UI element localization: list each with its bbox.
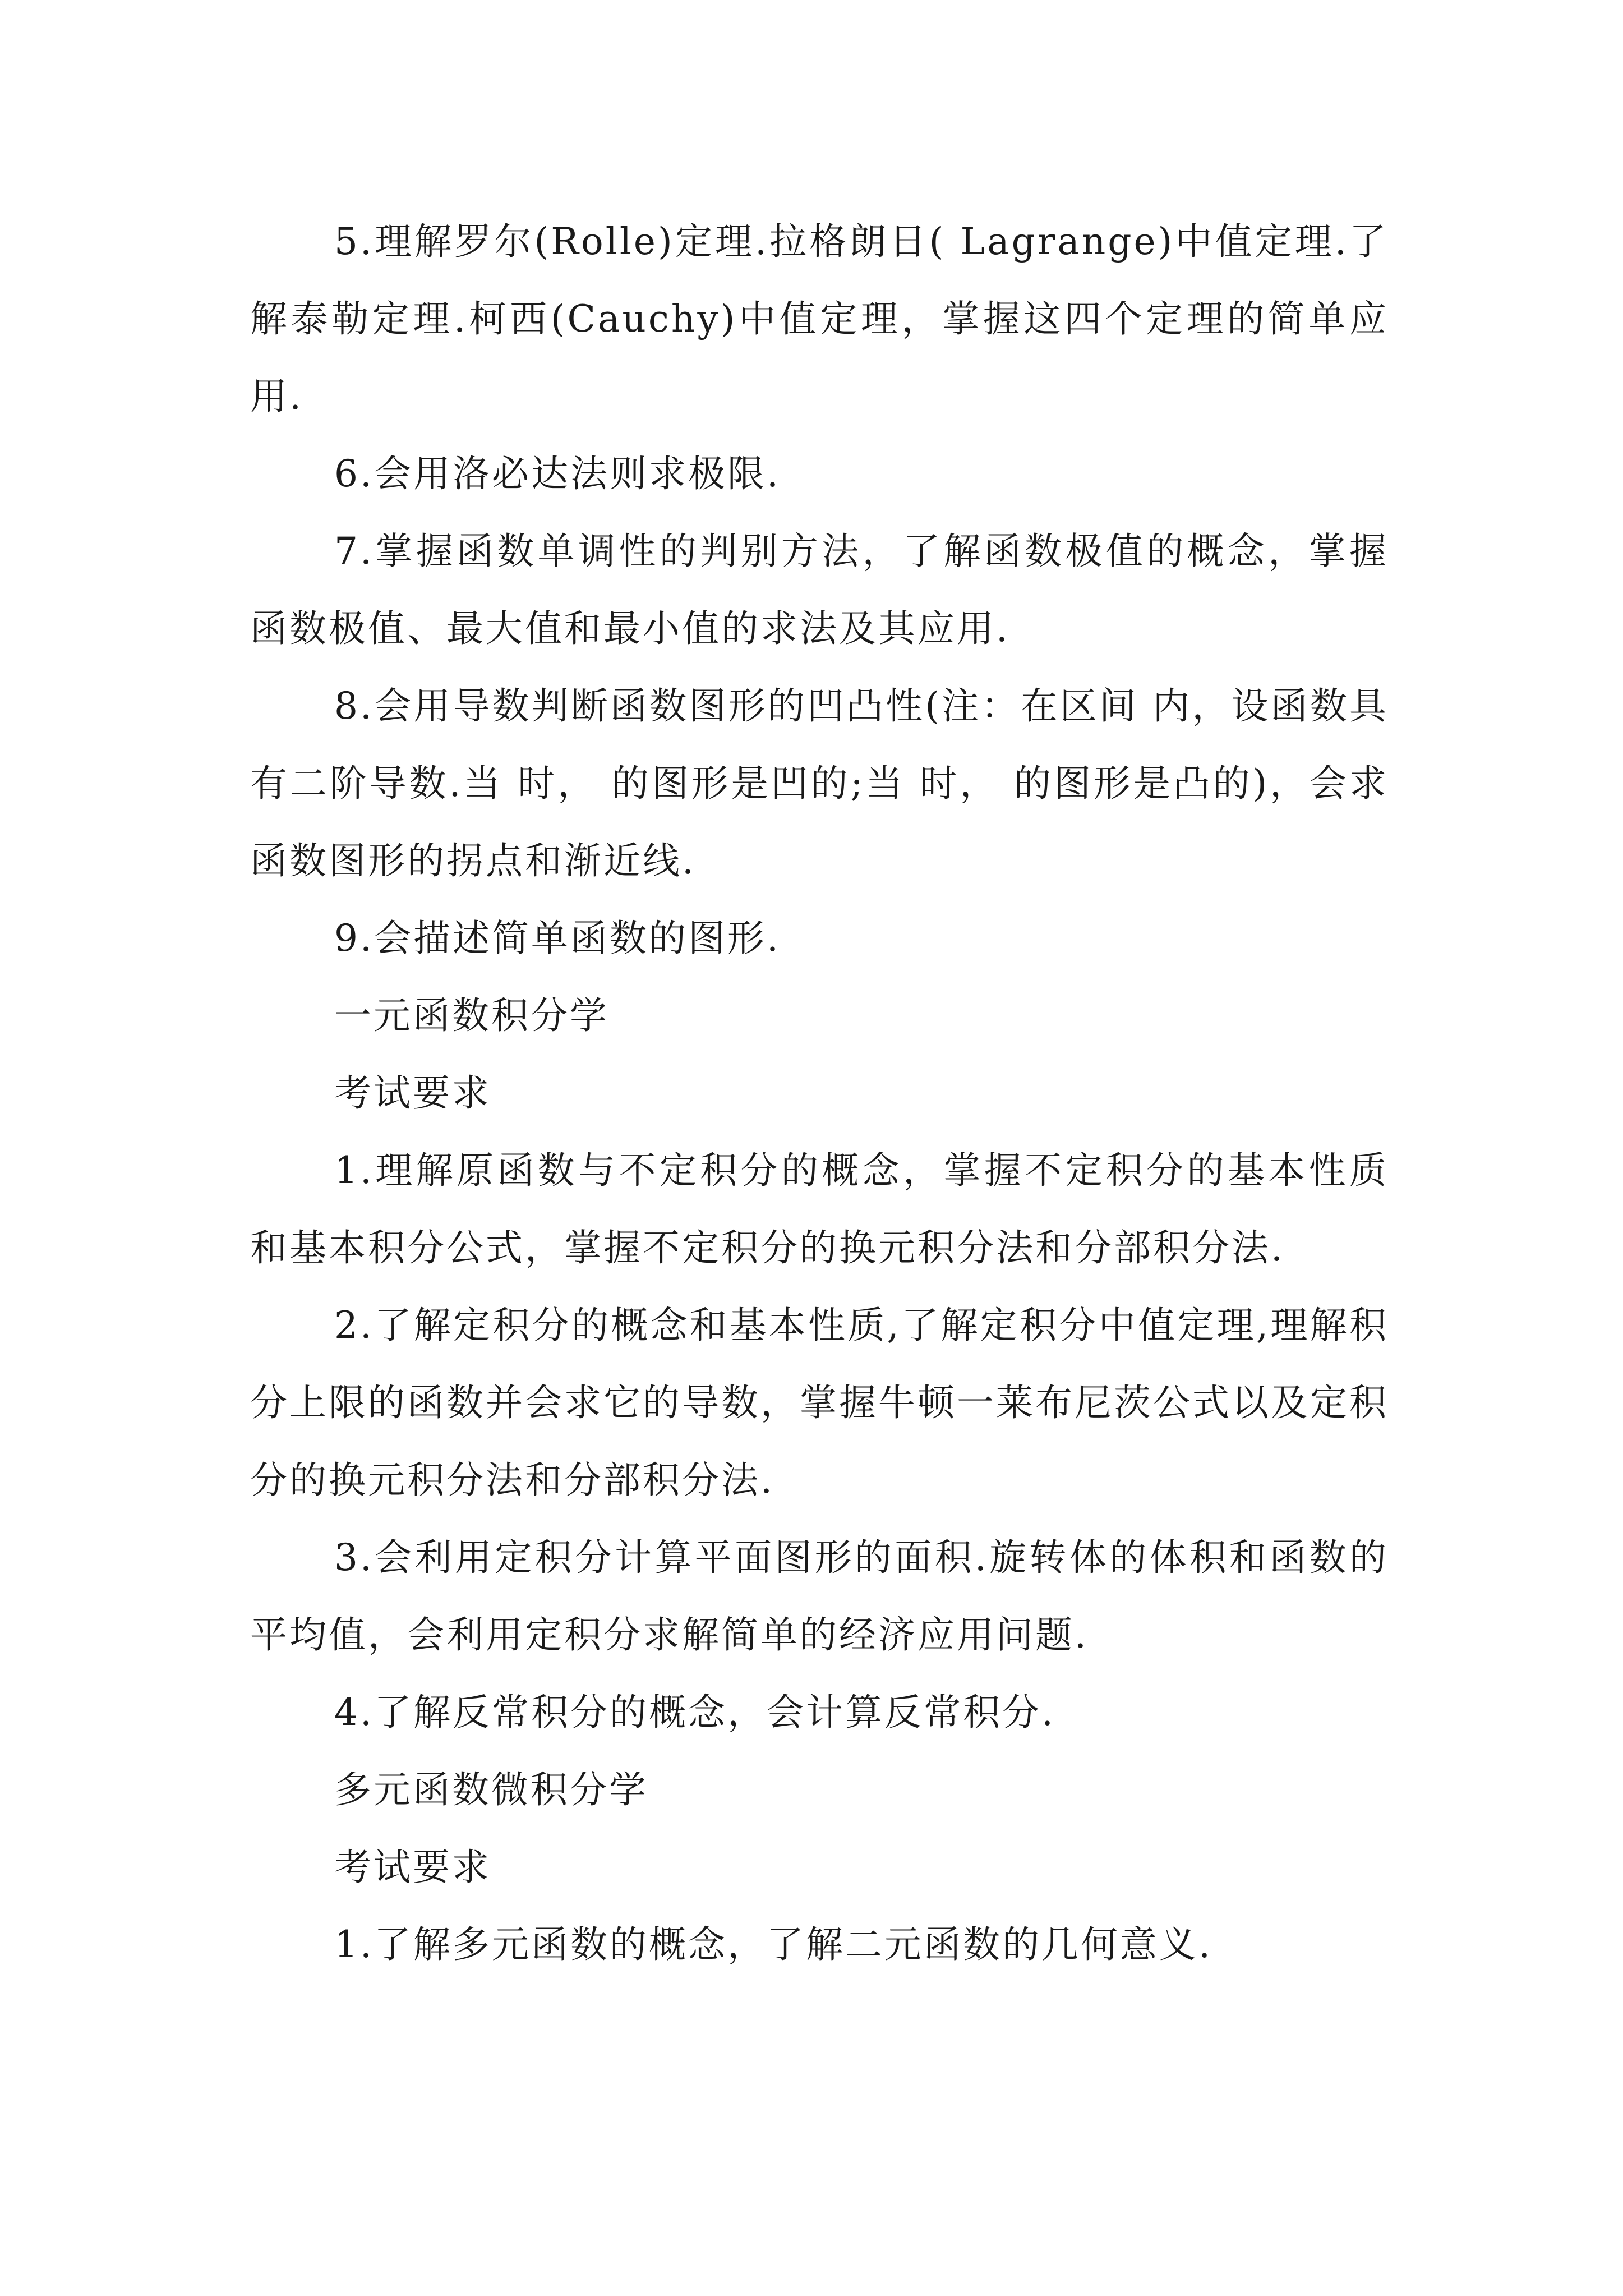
section-heading-multivariable-calculus: 多元函数微积分学 [334,1768,648,1811]
paragraph-integral-applications: 3.会利用定积分计算平面图形的面积.旋转体的体积和函数的平均值，会利用定积分求解简单的经济应用问题. [250,1536,1389,1657]
subheading-exam-requirements: 考试要求 [334,1071,491,1115]
paragraph-improper-integral: 4.了解反常积分的概念，会计算反常积分. [334,1691,1055,1734]
paragraph-monotonicity-extrema: 7.掌握函数单调性的判别方法，了解函数极值的概念，掌握函数极值、最大值和最小值的求法及其应用. [250,530,1389,650]
subheading-exam-requirements: 考试要求 [334,1846,491,1889]
paragraph-multivariable-functions: 1.了解多元函数的概念，了解二元函数的几何意义. [334,1923,1212,1966]
paragraph-function-graph: 9.会描述简单函数的图形. [334,917,781,960]
paragraph-rolle-lagrange-theorems: 5.理解罗尔(Rolle)定理.拉格朗日( Lagrange)中值定理.了解泰勒定理.柯西(Cauchy)中值定理，掌握这四个定理的简单应用. [250,220,1389,418]
section-heading-integral-calculus: 一元函数积分学 [334,994,609,1037]
document-body [250,203,1389,1984]
paragraph-lhopital-rule: 6.会用洛必达法则求极限. [334,452,781,495]
paragraph-indefinite-integral: 1.理解原函数与不定积分的概念，掌握不定积分的基本性质和基本积分公式，掌握不定积分的换元积分法和分部积分法. [250,1149,1389,1269]
paragraph-concavity: 8.会用导数判断函数图形的凹凸性(注：在区间 内，设函数具有二阶导数.当 时， 的图形是凹的;当 时， 的图形是凸的)，会求函数图形的拐点和渐近线. [250,684,1389,882]
paragraph-definite-integral: 2.了解定积分的概念和基本性质,了解定积分中值定理,理解积分上限的函数并会求它的导数，掌握牛顿一莱布尼茨公式以及定积分的换元积分法和分部积分法. [250,1304,1389,1502]
